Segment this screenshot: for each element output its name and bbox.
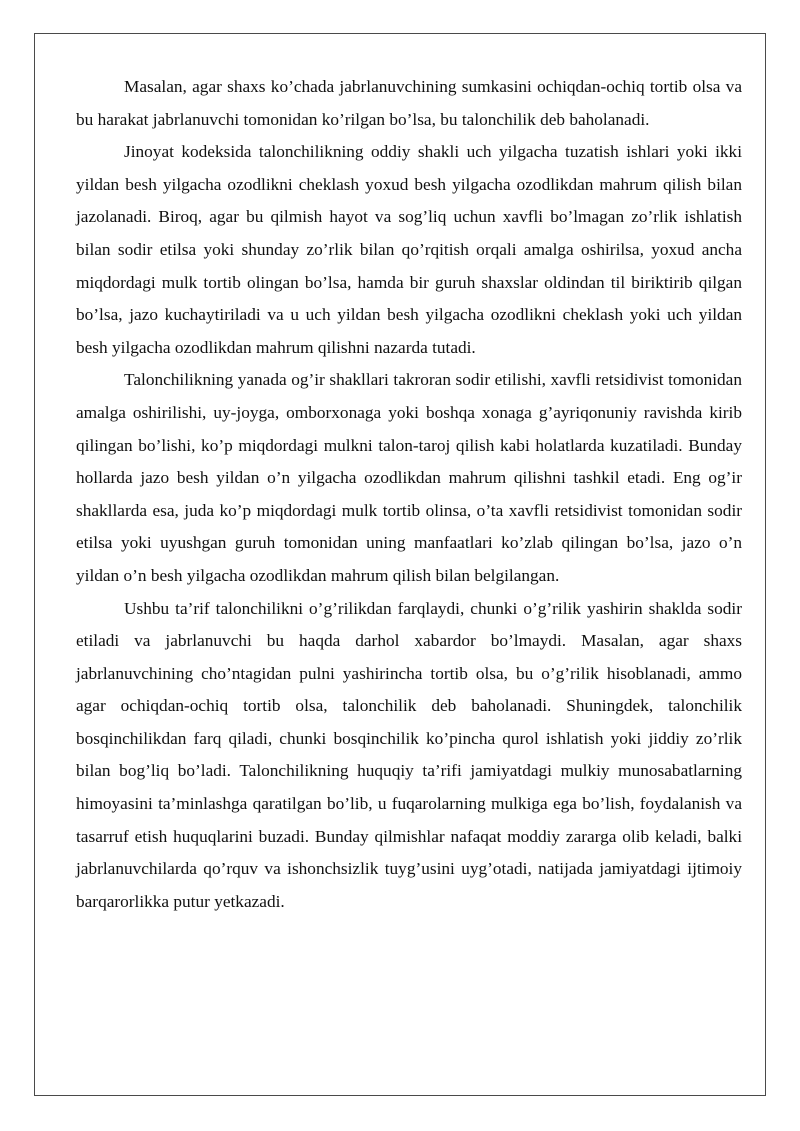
paragraph-3: Talonchilikning yanada og’ir shakllari takroran sodir etilishi, xavfli retsidivist tomonidan amalga oshirilishi, uy-joyga, omborxonaga yoki boshqa xonaga g’ayriqonuniy ravishda kirib qilingan bo’lishi, ko’p miqdordagi mulkni talon-taroj qilish kabi holatlarda kuzatiladi. Bunday hollarda jazo besh yildan o’n yilgacha ozodlikdan mahrum qilishni tashkil etadi. Eng og’ir shakllarda esa, juda ko’p miqdordagi mulk tortib olinsa, o’ta xavfli retsidivist tomonidan sodir etilsa yoki uyushgan guruh tomonidan uning manfaatlari ko’zlab qilingan bo’lsa, jazo o’n yildan o’n besh yilgacha ozodlikdan mahrum qilish bilan belgilangan. — [76, 370, 742, 585]
paragraph-1: Masalan, agar shaxs ko’chada jabrlanuvchining sumkasini ochiqdan-ochiq tortib olsa va bu harakat jabrlanuvchi tomonidan ko’rilgan bo’lsa, bu talonchilik deb baholanadi. — [76, 77, 742, 129]
paragraph-2: Jinoyat kodeksida talonchilikning oddiy shakli uch yilgacha tuzatish ishlari yoki ikki yildan besh yilgacha ozodlikni cheklash yoxud besh yilgacha ozodlikdan mahrum qilish bilan jazolanadi. Biroq, agar bu qilmish hayot va sog’liq uchun xavfli bo’lmagan zo’rlik ishlatish bilan sodir etilsa yoki shunday zo’rlik bilan qo’rqitish orqali amalga oshirilsa, yoxud ancha miqdordagi mulk tortib olingan bo’lsa, hamda bir guruh shaxslar oldindan til biriktirib qilgan bo’lsa, jazo kuchaytiriladi va u uch yildan besh yilgacha ozodlikni cheklash yoki uch yildan besh yilgacha ozodlikdan mahrum qilishni nazarda tutadi. — [76, 142, 742, 357]
document-body — [76, 71, 742, 918]
paragraph-4: Ushbu ta’rif talonchilikni o’g’rilikdan farqlaydi, chunki o’g’rilik yashirin shaklda sodir etiladi va jabrlanuvchi bu haqda darhol xabardor bo’lmaydi. Masalan, agar shaxs jabrlanuvchining cho’ntagidan pulni yashirincha tortib olsa, bu o’g’rilik hisoblanadi, ammo agar ochiqdan-ochiq tortib olsa, talonchilik deb baholanadi. Shuningdek, talonchilik bosqinchilikdan farq qiladi, chunki bosqinchilik ko’pincha qurol ishlatish yoki jiddiy zo’rlik bilan bog’liq bo’ladi. Talonchilikning huquqiy ta’rifi jamiyatdagi mulkiy munosabatlarning himoyasini ta’minlashga qaratilgan bo’lib, u fuqarolarning mulkiga ega bo’lish, foydalanish va tasarruf etish huquqlarini buzadi. Bunday qilmishlar nafaqat moddiy zararga olib keladi, balki jabrlanuvchilarda qo’rquv va ishonchsizlik tuyg’usini uyg’otadi, natijada jamiyatdagi ijtimoiy barqarorlikka putur yetkazadi. — [76, 598, 742, 911]
